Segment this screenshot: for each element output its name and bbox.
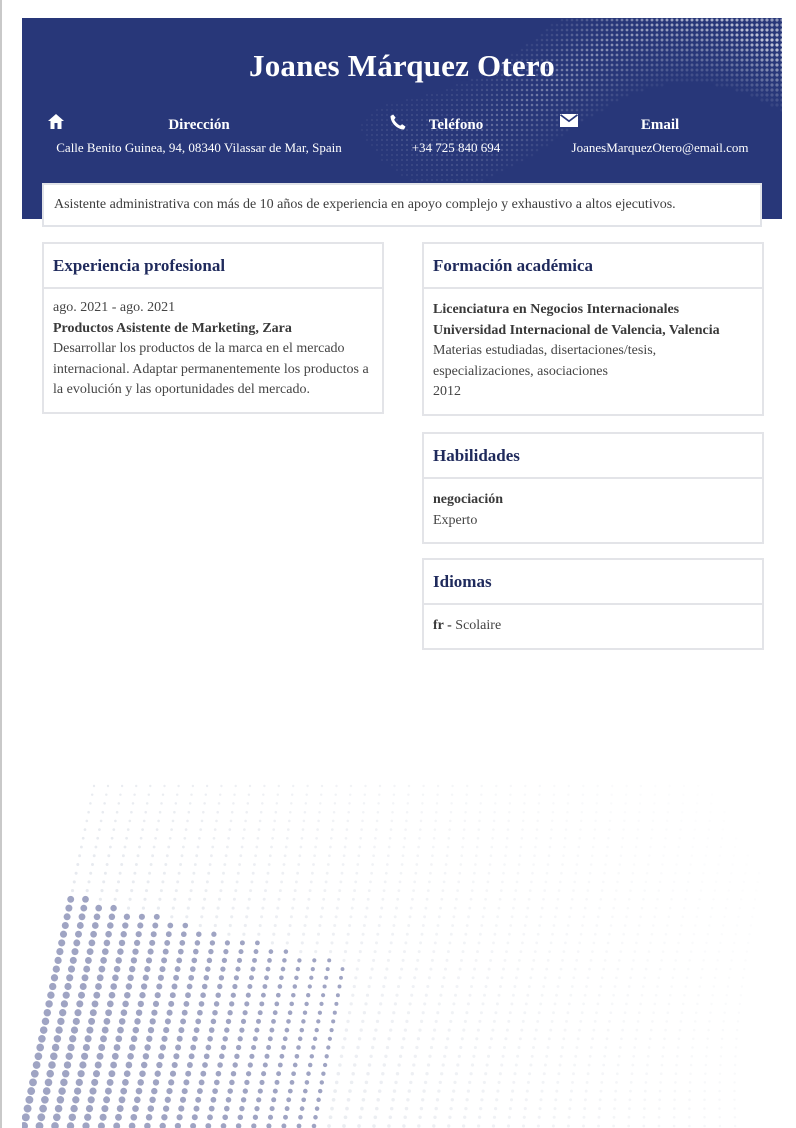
language-level: Scolaire	[455, 618, 502, 633]
languages-heading: Idiomas	[424, 560, 762, 605]
experience-section	[42, 242, 384, 414]
address-value: Calle Benito Guinea, 94, 08340 Vilassar de Mar, Spain	[56, 140, 342, 155]
experience-entry	[44, 289, 382, 401]
footer-dot-pattern	[22, 768, 782, 1128]
education-degree: Licenciatura en Negocios Internacionales	[433, 302, 680, 317]
language-name: fr	[433, 618, 444, 633]
phone-value[interactable]: +34 725 840 694	[411, 140, 501, 155]
education-school: Universidad Internacional de Valencia, Valencia	[433, 322, 720, 338]
skill-entry	[424, 479, 762, 531]
phone-icon	[390, 114, 406, 130]
education-year: 2012	[433, 384, 461, 399]
contact-address	[48, 114, 350, 156]
email-value[interactable]: JoanesMarquezOtero@email.com	[571, 140, 749, 155]
profile-summary: Asistente administrativa con más de 10 años de experiencia en apoyo complejo y exhaustivo a altos ejecutivos.	[42, 183, 762, 227]
envelope-icon	[560, 114, 578, 127]
education-section	[422, 242, 764, 416]
phone-label: Teléfono	[428, 117, 484, 133]
resume-page	[22, 18, 782, 1128]
experience-dates: ago. 2021 - ago. 2021	[53, 300, 176, 315]
skill-level: Experto	[433, 512, 478, 528]
languages-section	[422, 558, 764, 650]
skill-name: negociación	[433, 492, 503, 507]
skills-section	[422, 432, 764, 544]
email-label: Email	[640, 117, 680, 133]
experience-description-line: la evolución y las oportunidades del mercado.	[53, 382, 310, 397]
language-separator: -	[443, 618, 456, 633]
education-entry	[424, 289, 762, 403]
skills-heading: Habilidades	[424, 434, 762, 479]
language-entry	[424, 605, 762, 637]
education-details-line: Materias estudiadas, disertaciones/tesis,	[433, 343, 657, 358]
address-label: Dirección	[168, 117, 230, 133]
education-details-line: especializaciones, asociaciones	[433, 363, 608, 379]
page-left-edge	[0, 0, 2, 1128]
experience-description-line: internacional. Adaptar permanentemente los productos a	[53, 361, 369, 377]
experience-heading: Experiencia profesional	[44, 244, 382, 289]
candidate-name: Joanes Márquez Otero	[249, 48, 555, 83]
education-heading: Formación académica	[424, 244, 762, 289]
experience-description-line: Desarrollar los productos de la marca en el mercado	[53, 341, 345, 356]
contact-phone	[390, 114, 522, 156]
home-icon	[48, 114, 64, 129]
experience-position: Productos Asistente de Marketing, Zara	[53, 320, 292, 336]
contact-email	[560, 114, 760, 156]
